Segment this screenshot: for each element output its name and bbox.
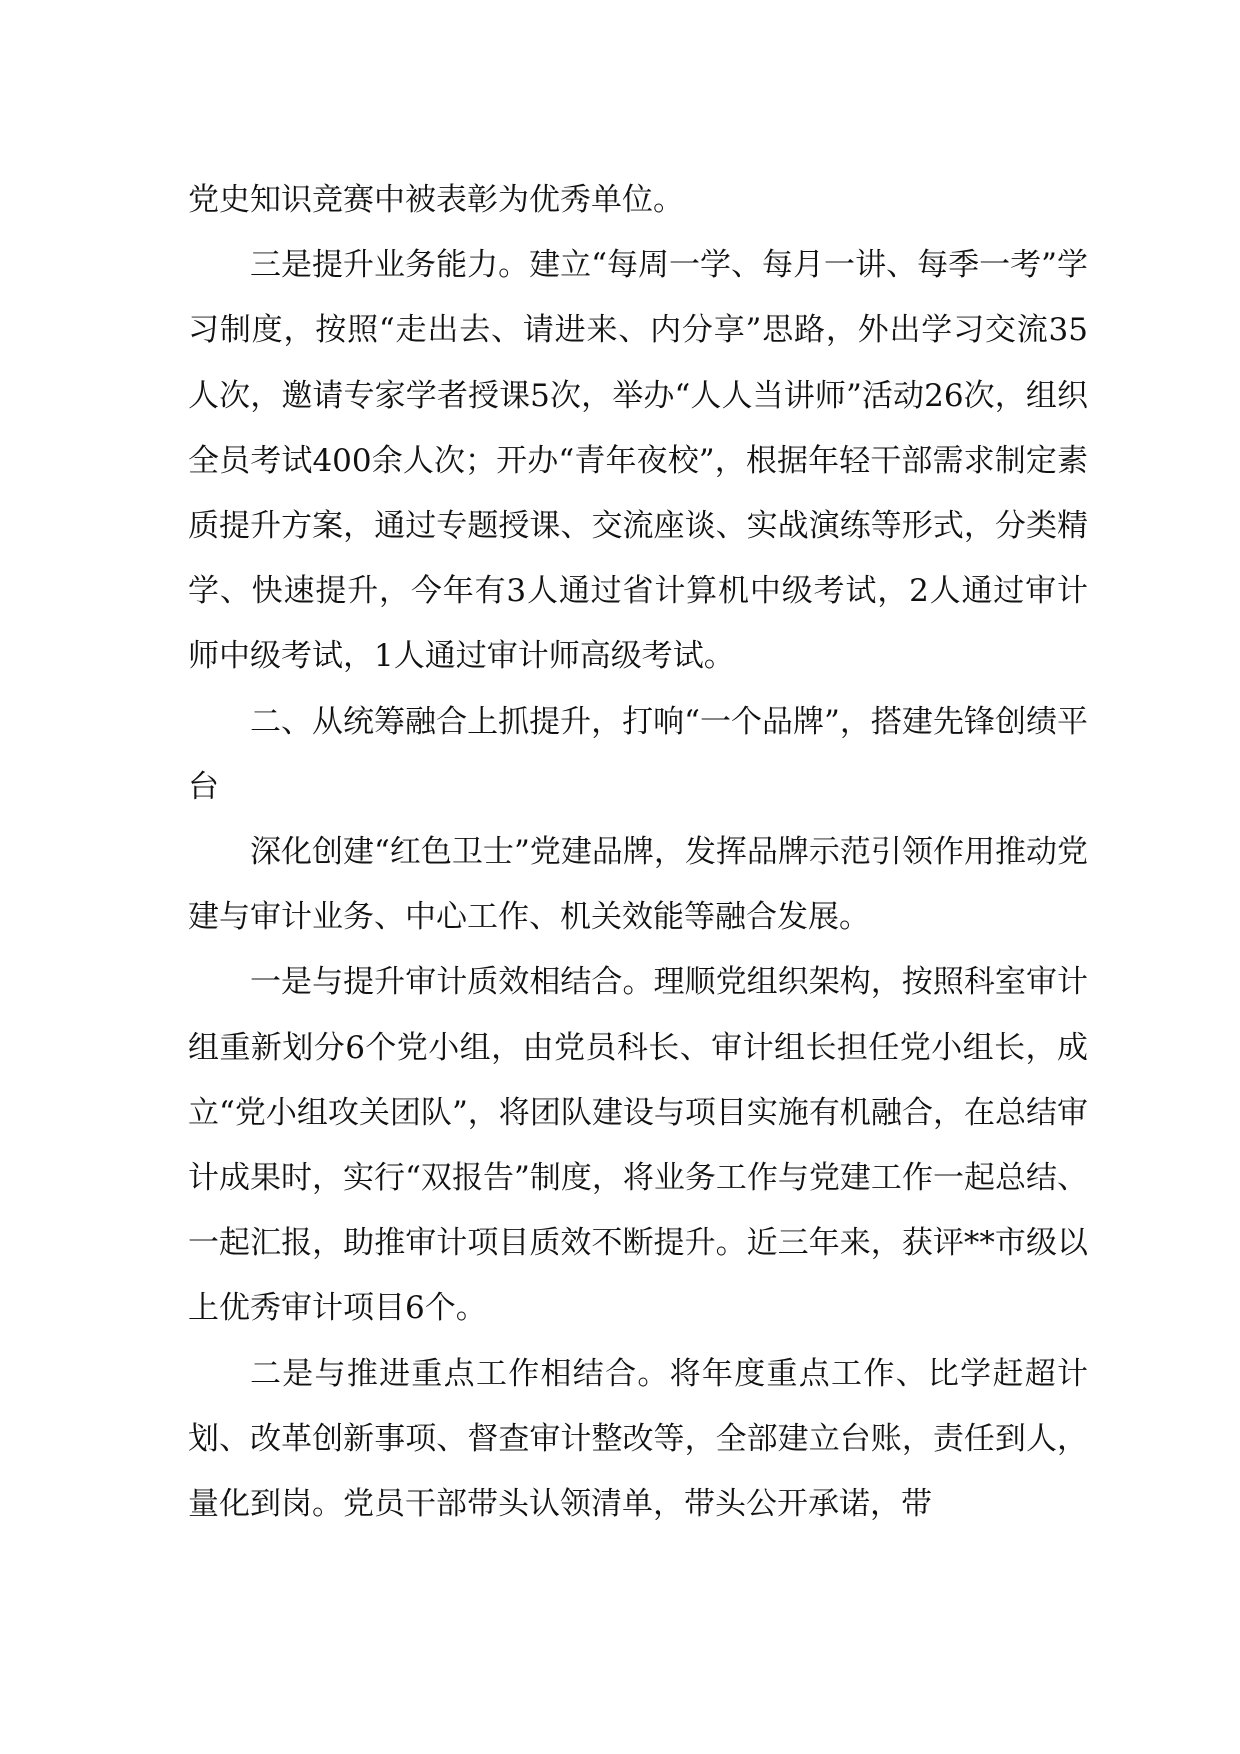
paragraph-1: 党史知识竞赛中被表彰为优秀单位。 xyxy=(188,182,684,218)
paragraph-3: 深化创建“红色卫士”党建品牌，发挥品牌示范引领作用推动党建与审计业务、中心工作、机关效能等融合发展。 xyxy=(188,834,1088,936)
document-body xyxy=(188,168,1088,1537)
paragraph-4: 一是与提升审计质效相结合。理顺党组织架构，按照科室审计组重新划分6个党小组，由党员科长、审计组长担任党小组长，成立“党小组攻关团队”，将团队建设与项目实施有机融合，在总结审计成果时，实行“双报告”制度，将业务工作与党建工作一起总结、一起汇报，助推审计项目质效不断提升。近三年来，获评**市级以上优秀审计项目6个。 xyxy=(188,964,1088,1327)
section-heading: 二、从统筹融合上抓提升，打响“一个品牌”，搭建先锋创绩平台 xyxy=(188,703,1088,805)
paragraph-2: 三是提升业务能力。建立“每周一学、每月一讲、每季一考”学习制度，按照“走出去、请进来、内分享”思路，外出学习交流35人次，邀请专家学者授课5次，举办“人人当讲师”活动26次，组织全员考试400余人次；开办“青年夜校”，根据年轻干部需求制定素质提升方案，通过专题授课、交流座谈、实战演练等形式，分类精学、快速提升，今年有3人通过省计算机中级考试，2人通过审计师中级考试，1人通过审计师高级考试。 xyxy=(188,247,1088,675)
paragraph-5: 二是与推进重点工作相结合。将年度重点工作、比学赶超计划、改革创新事项、督查审计整改等，全部建立台账，责任到人，量化到岗。党员干部带头认领清单，带头公开承诺，带 xyxy=(188,1355,1088,1523)
